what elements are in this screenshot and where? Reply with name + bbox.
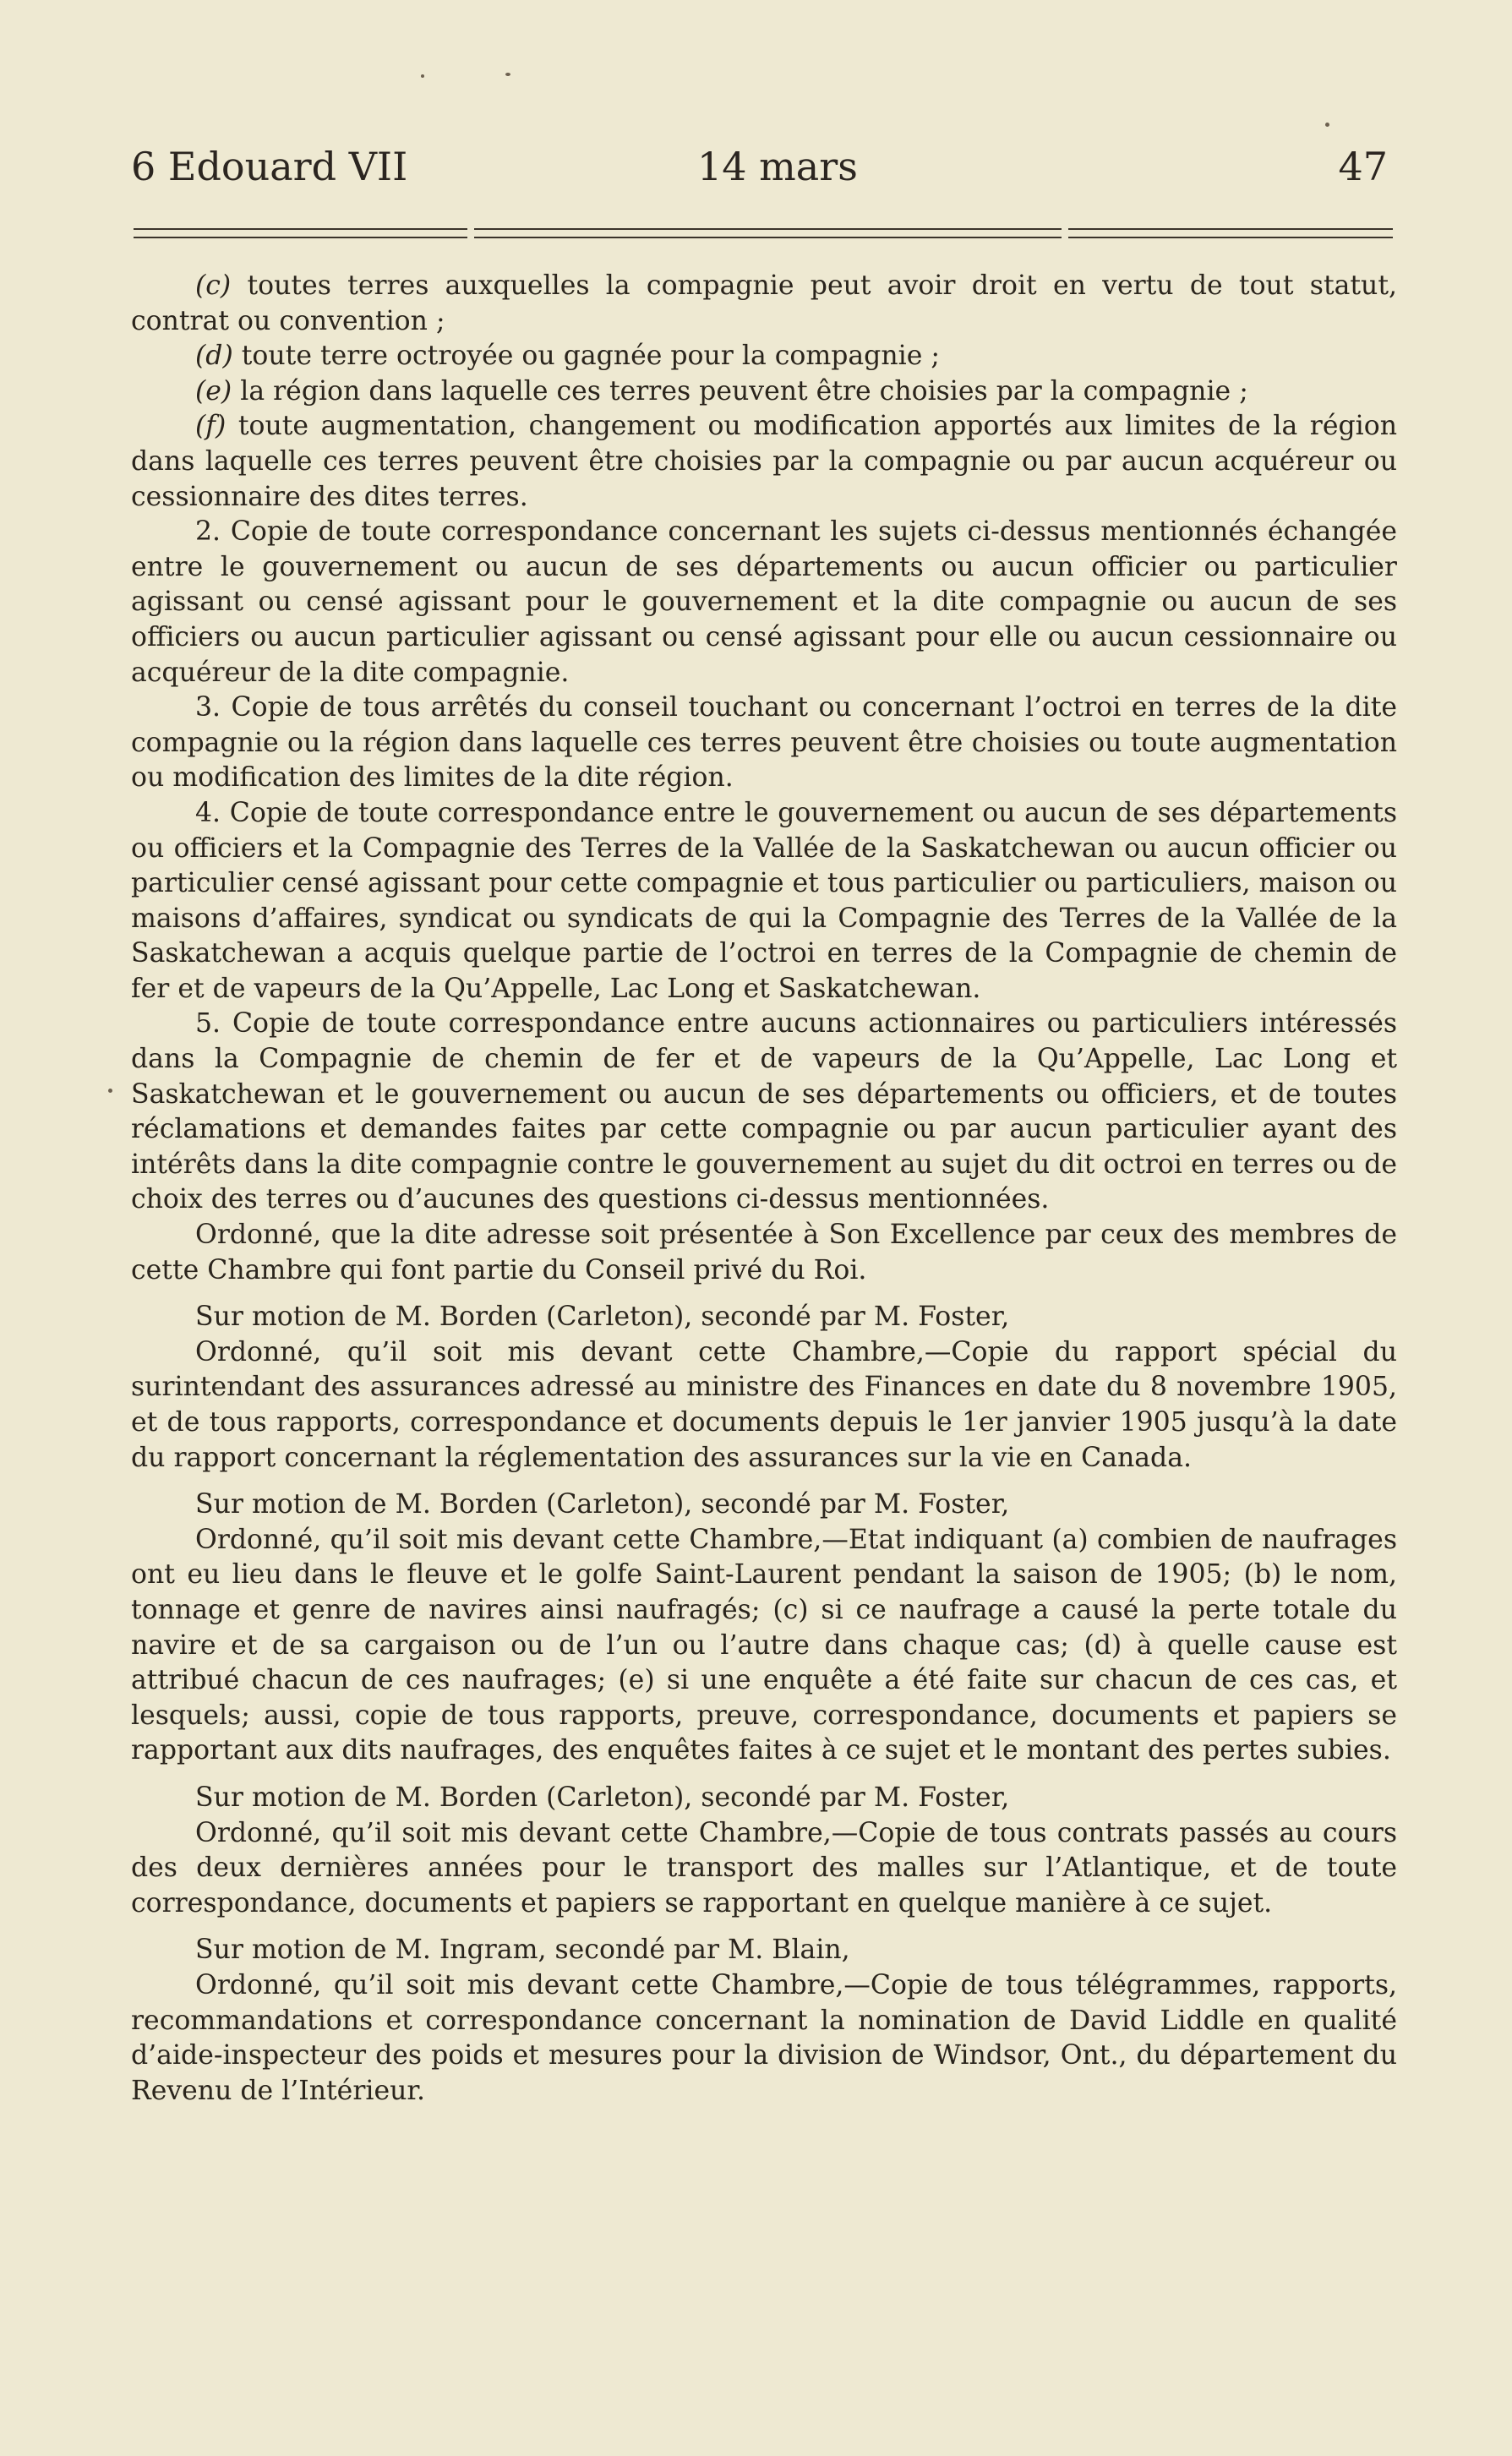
paper-speck [421, 74, 424, 78]
paragraph [131, 1300, 1397, 1335]
item-label: (c) [195, 270, 232, 301]
paper-speck [108, 1089, 112, 1093]
paragraph-text: Sur motion de M. Borden (Carleton), secondé par M. Foster, [195, 1782, 1010, 1813]
paragraph [131, 1816, 1397, 1922]
paragraph-text: 3. Copie de tous arrêtés du conseil touchant ou concernant l’octroi en terres de la dite compagnie ou la région dans laquelle ces terres peuvent être choisies ou toute augmentation ou modification des limites de la dite région. [131, 692, 1397, 794]
paragraph [131, 269, 1397, 339]
paper-speck [1325, 123, 1329, 127]
header-regnal-year: 6 Edouard VII [131, 144, 408, 189]
paragraph [131, 1968, 1397, 2109]
rule-segment [1068, 237, 1393, 238]
paragraph-text: Ordonné, qu’il soit mis devant cette Chambre,—Etat indiquant (a) combien de naufrages ont eu lieu dans le fleuve et le golfe Saint-Laurent pendant la saison de 1905; (b) le nom, tonnage et genre de navires ainsi naufragés; (c) si ce naufrage a causé la perte totale du navire et de sa cargaison ou de l’un ou l’autre dans chaque cas; (d) à quelle cause est attribué chacun de ces naufrages; (e) si une enquête a été faite sur chacun de ces cas, et lesquels; aussi, copie de tous rapports, preuve, correspondance, documents et papiers se rapportant aux dits naufrages, des enquêtes faites à ce sujet et le montant des pertes subies. [131, 1524, 1397, 1766]
page-number: 47 [1338, 144, 1388, 189]
rule-segment [134, 228, 467, 230]
paragraph [131, 1523, 1397, 1769]
rule-segment [474, 228, 1062, 230]
paragraph [131, 409, 1397, 515]
item-label: (f) [195, 411, 227, 442]
paragraph [131, 1007, 1397, 1218]
paragraph [131, 1933, 1397, 1968]
paragraph-text: Ordonné, qu’il soit mis devant cette Chambre,—Copie de tous télégrammes, rapports, recommandations et correspondance concernant la nomination de David Liddle en qualité d’aide-inspecteur des poids et mesures pour la division de Windsor, Ont., du département du Revenu de l’Intérieur. [131, 1969, 1397, 2106]
paragraph-text: Ordonné, qu’il soit mis devant cette Chambre,—Copie du rapport spécial du surintendant des assurances adressé au ministre des Finances en date du 8 novembre 1905, et de tous rapports, correspondance et documents depuis le 1er janvier 1905 jusqu’à la date du rapport concernant la réglementation des assurances sur la vie en Canada. [131, 1336, 1397, 1473]
paragraph [131, 1335, 1397, 1476]
paragraph-text: toute augmentation, changement ou modification apportés aux limites de la région dans laquelle ces terres peuvent être choisies par la compagnie ou par aucun acquéreur ou cessionnaire des dites terres. [131, 411, 1397, 512]
rule-segment [1068, 228, 1393, 230]
paragraph-text: Sur motion de M. Borden (Carleton), secondé par M. Foster, [195, 1302, 1010, 1333]
paragraph-text: toutes terres auxquelles la compagnie peut avoir droit en vertu de tout statut, contrat ou convention ; [131, 270, 1397, 336]
paper-speck [505, 73, 510, 76]
paragraph [131, 515, 1397, 690]
paragraph-text: 2. Copie de toute correspondance concernant les sujets ci-dessus mentionnés échangée entre le gouvernement ou aucun de ses départements ou aucun officier ou particulier agissant ou censé agissant pour le gouvernement et la dite compagnie ou aucun de ses officiers ou aucun particulier agissant ou censé agissant pour elle ou aucun cessionnaire ou acquéreur de la dite compagnie. [131, 516, 1397, 688]
paragraph-text: 5. Copie de toute correspondance entre aucuns actionnaires ou particuliers intéressés dans la Compagnie de chemin de fer et de vapeurs de la Qu’Appelle, Lac Long et Saskatchewan et le gouvernement ou aucun de ses départements ou officiers, et de toutes réclamations et demandes faites par cette compagnie ou par aucun particulier ayant des intérêts dans la dite compagnie contre le gouvernement au sujet du dit octroi en terres ou de choix des terres ou d’aucunes des questions ci-dessus mentionnées. [131, 1008, 1397, 1215]
paragraph-text: Ordonné, que la dite adresse soit présentée à Son Excellence par ceux des membres de cette Chambre qui font partie du Conseil privé du Roi. [131, 1220, 1397, 1285]
paragraph-text: la région dans laquelle ces terres peuvent être choisies par la compagnie ; [232, 375, 1248, 407]
body-text [131, 269, 1397, 2109]
paragraph-text: toute terre octroyée ou gagnée pour la compagnie ; [232, 341, 940, 372]
paragraph [131, 1218, 1397, 1288]
paragraph [131, 1781, 1397, 1816]
header-date: 14 mars [697, 144, 858, 189]
running-header [131, 144, 1388, 203]
header-double-rule [134, 226, 1393, 245]
rule-segment [474, 237, 1062, 238]
paragraph-text: Sur motion de M. Ingram, secondé par M. Blain, [195, 1935, 850, 1966]
paragraph [131, 796, 1397, 1007]
paragraph-text: Sur motion de M. Borden (Carleton), secondé par M. Foster, [195, 1489, 1010, 1520]
paragraph-text: 4. Copie de toute correspondance entre le gouvernement ou aucun de ses départements ou officiers et la Compagnie des Terres de la Vallée de la Saskatchewan ou aucun officier ou particulier censé agissant pour cette compagnie et tous particulier ou particuliers, maison ou maisons d’affaires, syndicat ou syndicats de qui la Compagnie des Terres de la Vallée de la Saskatchewan a acquis quelque partie de l’octroi en terres de la Compagnie de chemin de fer et de vapeurs de la Qu’Appelle, Lac Long et Saskatchewan. [131, 797, 1397, 1004]
item-label: (e) [195, 375, 232, 407]
item-label: (d) [195, 341, 233, 372]
paragraph [131, 339, 1397, 374]
paragraph-text: Ordonné, qu’il soit mis devant cette Chambre,—Copie de tous contrats passés au cours des deux dernières années pour le transport des malles sur l’Atlantique, et de toute correspondance, documents et papiers se rapportant en quelque manière à ce sujet. [131, 1817, 1397, 1918]
paragraph [131, 690, 1397, 796]
paragraph [131, 374, 1397, 410]
paragraph [131, 1487, 1397, 1523]
rule-segment [134, 237, 467, 238]
